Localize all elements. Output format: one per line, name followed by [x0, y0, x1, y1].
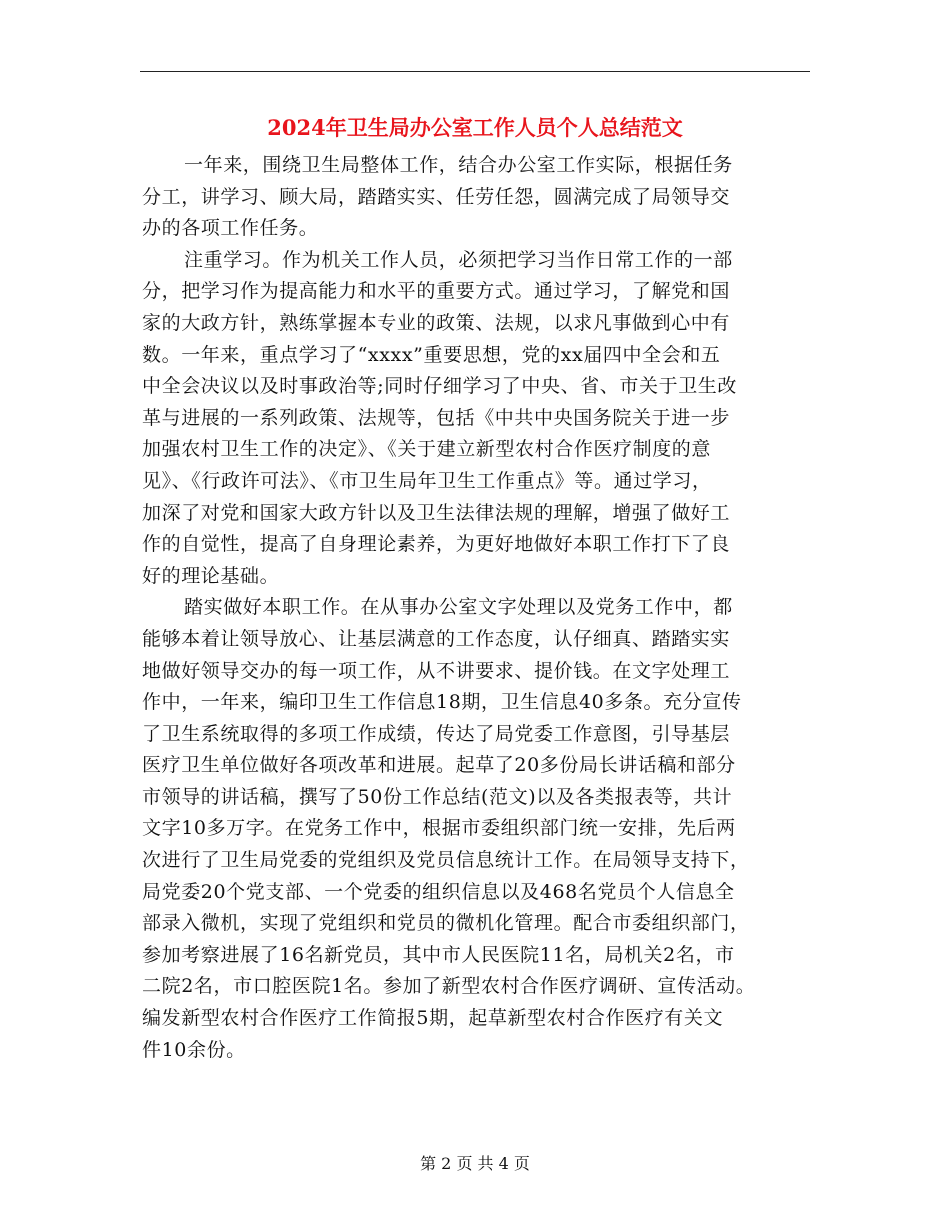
- body-line: 分工，讲学习、顾大局，踏踏实实、任劳任怨，圆满完成了局领导交: [142, 185, 731, 208]
- body-line: 好的理论基础。: [142, 564, 280, 587]
- body-line: 作中，一年来，编印卫生工作信息18期，卫生信息40多条。充分宣传: [142, 691, 742, 714]
- body-line: 地做好领导交办的每一项工作，从不讲要求、提价钱。在文字处理工: [142, 659, 731, 682]
- body-line: 参加考察进展了16名新党员，其中市人民医院11名，局机关2名，市: [142, 943, 735, 966]
- body-line: 注重学习。作为机关工作人员，必须把学习当作日常工作的一部: [184, 248, 733, 271]
- body-line: 家的大政方针，熟练掌握本专业的政策、法规，以求凡事做到心中有: [142, 311, 731, 334]
- body-line: 踏实做好本职工作。在从事办公室文字处理以及党务工作中，都: [184, 596, 733, 619]
- body-line: 件10余份。: [142, 1038, 246, 1061]
- body-line: 作的自觉性，提高了自身理论素养，为更好地做好本职工作打下了良: [142, 533, 731, 556]
- body-line: 医疗卫生单位做好各项改革和进展。起草了20多份局长讲话稿和部分: [142, 754, 736, 777]
- body-line: 革与进展的一系列政策、法规等，包括《中共中央国务院关于进一步: [142, 406, 731, 429]
- body-line: 次进行了卫生局党委的党组织及党员信息统计工作。在局领导支持下，: [142, 849, 750, 872]
- document-title: 2024年卫生局办公室工作人员个人总结范文: [267, 115, 683, 140]
- body-line: 见》、《行政许可法》、《市卫生局年卫生工作重点》等。通过学习，: [142, 469, 712, 492]
- body-line: 局党委20个党支部、一个党委的组织信息以及468名党员个人信息全: [142, 880, 735, 903]
- body-line: 加深了对党和国家大政方针以及卫生法律法规的理解，增强了做好工: [142, 501, 731, 524]
- body-line: 了卫生系统取得的多项工作成绩，传达了局党委工作意图，引导基层: [142, 722, 731, 745]
- body-line: 加强农村卫生工作的决定》、《关于建立新型农村合作医疗制度的意: [142, 438, 712, 461]
- body-line: 中全会决议以及时事政治等;同时仔细学习了中央、省、市关于卫生改: [142, 375, 738, 398]
- body-line: 办的各项工作任务。: [142, 217, 319, 240]
- body-line: 数。一年来，重点学习了“xxxx”重要思想，党的xx届四中全会和五: [142, 343, 721, 366]
- body-line: 二院2名，市口腔医院1名。参加了新型农村合作医疗调研、宣传活动。: [142, 975, 756, 998]
- body-line: 能够本着让领导放心、让基层满意的工作态度，认仔细真、踏踏实实: [142, 627, 731, 650]
- body-line: 市领导的讲话稿，撰写了50份工作总结(范文)以及各类报表等，共计: [142, 785, 733, 808]
- body-line: 一年来，围绕卫生局整体工作，结合办公室工作实际，根据任务: [184, 154, 733, 176]
- page-footer: 第 2 页 共 4 页: [420, 1154, 530, 1173]
- body-line: 文字10多万字。在党务工作中，根据市委组织部门统一安排，先后两: [142, 817, 736, 840]
- body-line: 分，把学习作为提高能力和水平的重要方式。通过学习，了解党和国: [142, 280, 731, 303]
- document-body: [142, 150, 822, 1066]
- body-line: 编发新型农村合作医疗工作简报5期，起草新型农村合作医疗有关文: [142, 1007, 724, 1030]
- header-rule: [140, 71, 810, 72]
- body-line: 部录入微机，实现了党组织和党员的微机化管理。配合市委组织部门，: [142, 912, 750, 935]
